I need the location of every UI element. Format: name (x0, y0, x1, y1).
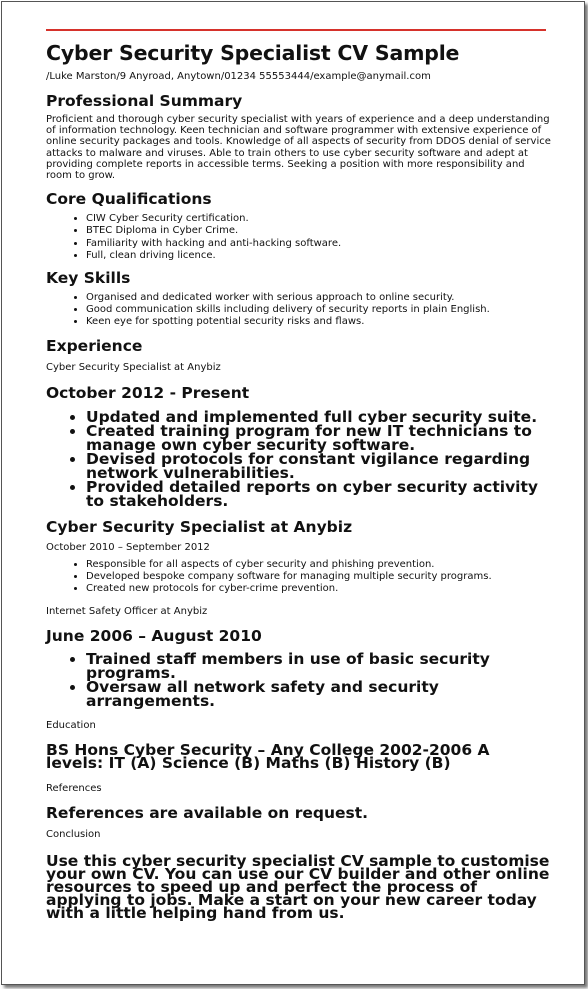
list-item: • Created training program for new IT technicians to manage own cyber security software. (86, 424, 551, 452)
qualifications-heading: Core Qualifications (46, 190, 212, 209)
list-item: • Created new protocols for cyber-crime prevention. (86, 583, 551, 595)
job3-title: Internet Safety Officer at Anybiz (46, 606, 208, 618)
cv-title: Cyber Security Specialist CV Sample (46, 41, 460, 65)
cv-content (46, 40, 551, 923)
cv-page (1, 1, 585, 985)
summary-text: Proficient and thorough cyber security specialist with years of experience and a deep understanding of information technology. Keen technician and software programmer with extensive experience of online security packages and tools. Knowledge of all aspects of security from DDOS denial of service attacks to malware and viruses. Able to train others to use cyber security software and adept at providing complete reports in accessible terms. Seeking a position with more responsibility and room to grow. (46, 114, 551, 182)
list-item: • Full, clean driving licence. (86, 250, 551, 262)
job1-dates: October 2012 - Present (46, 383, 250, 402)
job3-list (46, 650, 551, 711)
summary-heading: Professional Summary (46, 92, 243, 110)
list-item: • CIW Cyber Security certification. (86, 213, 551, 225)
job1-title: Cyber Security Specialist at Anybiz (46, 361, 221, 373)
qualifications-list (46, 213, 551, 262)
contact-line: /Luke Marston/9 Anyroad, Anytown/01234 55553444/example@anymail.com (46, 71, 431, 82)
job3-dates: June 2006 – August 2010 (46, 627, 262, 646)
list-item: • Developed bespoke company software for managing multiple security programs. (86, 571, 551, 583)
list-item: • Familiarity with hacking and anti-hacking software. (86, 238, 551, 250)
job1-list (46, 407, 551, 510)
references-label: References (46, 783, 102, 795)
skills-list (46, 292, 551, 329)
list-item: • Trained staff members in use of basic security programs. (86, 652, 551, 680)
job2-title: Cyber Security Specialist at Anybiz (46, 517, 353, 536)
education-label: Education (46, 720, 96, 732)
list-item: • Devised protocols for constant vigilance regarding network vulnerabilities. (86, 452, 551, 480)
references-text: References are available on request. (46, 804, 369, 823)
conclusion-label: Conclusion (46, 829, 101, 841)
list-item: • Keen eye for spotting potential security risks and flaws. (86, 316, 551, 328)
experience-heading: Experience (46, 336, 143, 355)
list-item: • Provided detailed reports on cyber security activity to stakeholders. (86, 480, 551, 508)
header-rule (46, 29, 546, 31)
job2-list (46, 559, 551, 596)
job2-dates: October 2010 – September 2012 (46, 541, 210, 553)
list-item: • Organised and dedicated worker with serious approach to online security. (86, 292, 551, 304)
list-item: • Oversaw all network safety and security arrangements. (86, 680, 551, 708)
list-item: • Good communication skills including delivery of security reports in plain English. (86, 304, 551, 316)
skills-heading: Key Skills (46, 269, 131, 288)
education-text: BS Hons Cyber Security – Any College 2002-2006 A levels: IT (A) Science (B) Maths (B) History (B) (46, 741, 490, 773)
list-item: • Updated and implemented full cyber security suite. (86, 410, 551, 424)
list-item: • Responsible for all aspects of cyber security and phishing prevention. (86, 559, 551, 571)
list-item: • BTEC Diploma in Cyber Crime. (86, 225, 551, 237)
conclusion-text: Use this cyber security specialist CV sample to customise your own CV. You can use our CV builder and other online resources to speed up and perfect the process of applying to jobs. Make a start on your new career today with a little helping hand from us. (46, 852, 550, 923)
